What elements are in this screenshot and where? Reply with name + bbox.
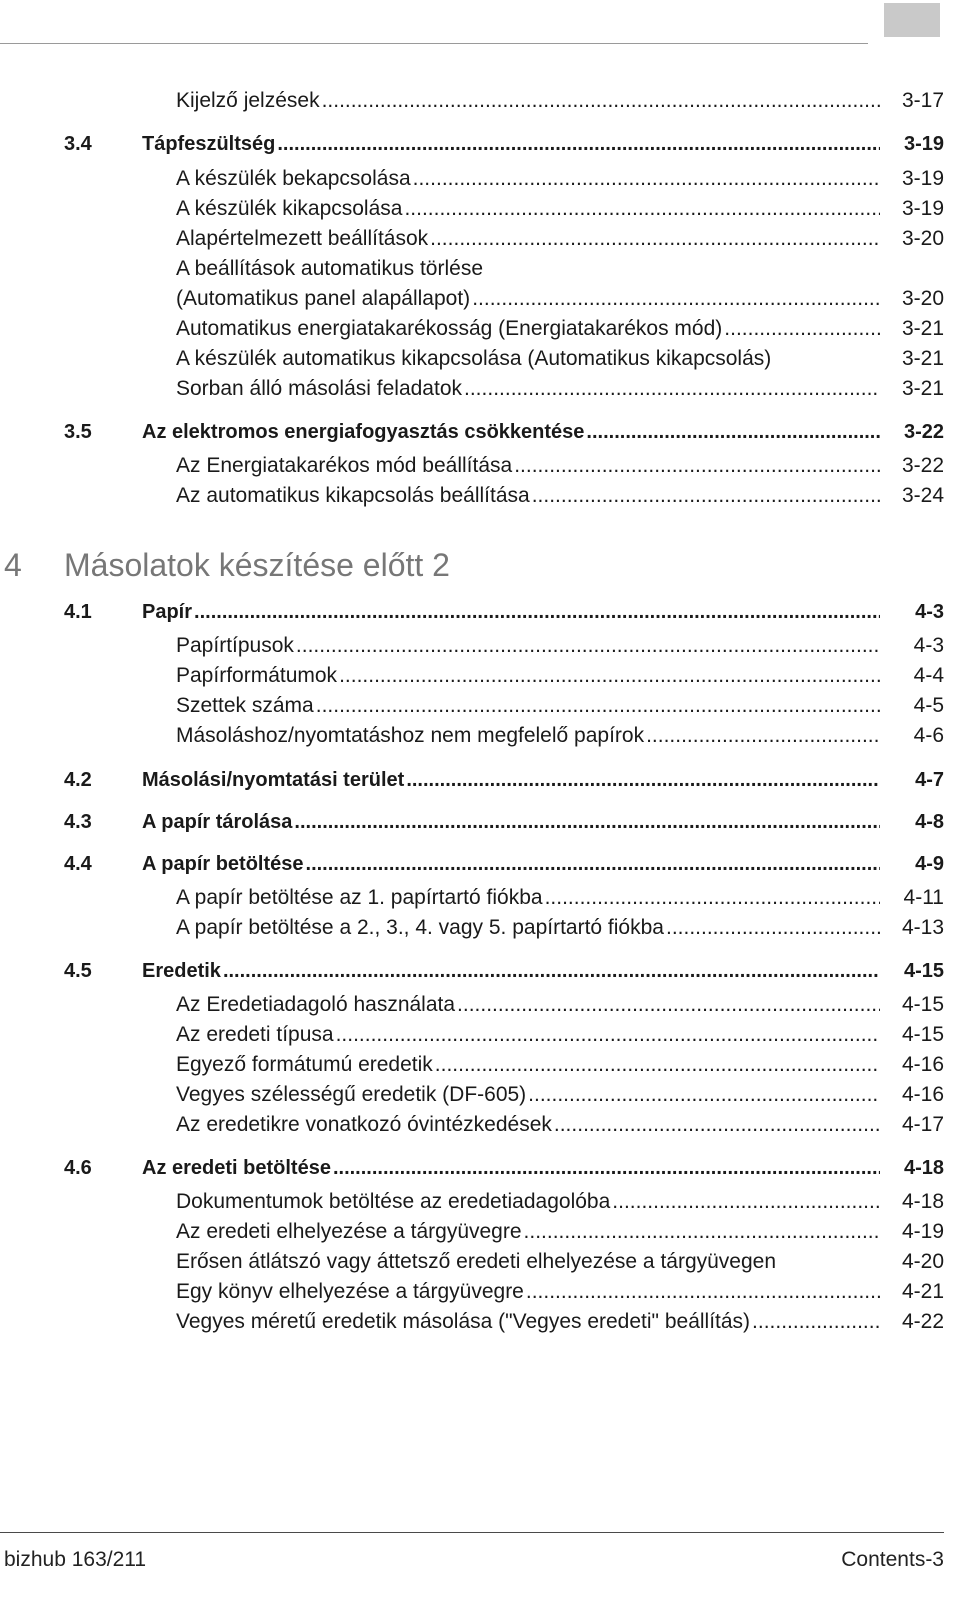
section-page: 3-22 xyxy=(903,421,944,443)
toc-entry[interactable] xyxy=(0,721,944,751)
toc-section[interactable] xyxy=(0,807,944,837)
toc-entry-page: 3-19 xyxy=(901,197,944,220)
toc-entry-title: Alapértelmezett beállítások xyxy=(176,227,429,250)
dot-leader xyxy=(337,661,880,691)
section-page: 4-15 xyxy=(903,960,944,982)
toc-entry-title: A készülék bekapcsolása xyxy=(176,167,411,190)
toc-entry-page: 4-15 xyxy=(901,993,944,1016)
section-number: 4.1 xyxy=(64,601,92,623)
toc-entry-title: A készülék kikapcsolása xyxy=(176,197,403,220)
section-number: 3.4 xyxy=(64,133,92,155)
dot-leader xyxy=(522,1217,880,1247)
section-number: 4.5 xyxy=(64,960,92,982)
section-title: Másolási/nyomtatási terület xyxy=(142,769,405,791)
section-number: 4.2 xyxy=(64,769,92,791)
toc-entry[interactable] xyxy=(0,1277,944,1307)
toc-entry-page: 4-18 xyxy=(901,1190,944,1213)
section-title: Az eredeti betöltése xyxy=(142,1157,331,1179)
toc-entry-title: Sorban álló másolási feladatok xyxy=(176,377,463,400)
toc-entry-page: 4-21 xyxy=(901,1280,944,1303)
toc-entry-title: Az eredeti típusa xyxy=(176,1023,334,1046)
toc-entry-page: 4-6 xyxy=(913,724,944,747)
toc-entry[interactable] xyxy=(0,883,944,913)
toc-section[interactable] xyxy=(0,765,944,795)
toc-entry-title: A beállítások automatikus törlése xyxy=(176,257,484,280)
dot-leader xyxy=(455,990,880,1020)
toc-entry[interactable] xyxy=(0,314,944,344)
toc-entry[interactable] xyxy=(0,1307,944,1337)
toc-entry-page: 4-19 xyxy=(901,1220,944,1243)
toc-entry-page: 4-22 xyxy=(901,1310,944,1333)
toc-entry[interactable] xyxy=(0,374,944,404)
toc-entry-page: 3-21 xyxy=(901,377,944,400)
toc-entry-title: Dokumentumok betöltése az eredetiadagolóba xyxy=(176,1190,611,1213)
toc-entry-title: A papír betöltése az 1. papírtartó fiókba xyxy=(176,886,543,909)
section-title: Tápfeszültség xyxy=(142,133,276,155)
toc-section[interactable] xyxy=(0,129,944,159)
toc-entry-title: Automatikus energiatakarékosság (Energiatakarékos mód) xyxy=(176,317,723,340)
dot-leader xyxy=(331,1153,880,1183)
dot-leader xyxy=(320,86,880,116)
header-rule xyxy=(0,43,868,44)
toc-entry-page: 3-21 xyxy=(901,347,944,370)
dot-leader xyxy=(750,1307,880,1337)
dot-leader xyxy=(334,1020,880,1050)
toc-entry-page: 3-20 xyxy=(901,227,944,250)
footer-product-name: bizhub 163/211 xyxy=(4,1548,147,1571)
toc-entry[interactable] xyxy=(0,194,944,224)
toc-entry-title: Az Eredetiadagoló használata xyxy=(176,993,456,1016)
toc-entry[interactable] xyxy=(0,224,944,254)
toc-entry-title: Erősen átlátszó vagy áttetsző eredeti elhelyezése a tárgyüvegen xyxy=(176,1250,777,1273)
section-title: A papír tárolása xyxy=(142,811,293,833)
section-page: 3-19 xyxy=(903,133,944,155)
toc-entry-page: 3-17 xyxy=(901,89,944,112)
dot-leader xyxy=(433,1050,880,1080)
dot-leader xyxy=(275,129,880,159)
dot-leader xyxy=(404,765,880,795)
toc-entry-page: 3-19 xyxy=(901,167,944,190)
toc-entry-page: 4-11 xyxy=(903,886,944,909)
section-page: 4-3 xyxy=(915,601,944,623)
toc-entry-page: 4-16 xyxy=(901,1083,944,1106)
section-number: 3.5 xyxy=(64,421,92,443)
dot-leader xyxy=(304,849,880,879)
dot-leader xyxy=(411,164,880,194)
dot-leader xyxy=(610,1187,880,1217)
toc-entry-page: 3-24 xyxy=(901,484,944,507)
chapter-number: 4 xyxy=(4,547,22,583)
toc-entry[interactable] xyxy=(0,164,944,194)
toc-entry-page: 3-22 xyxy=(901,454,944,477)
toc-entry-page: 4-17 xyxy=(901,1113,944,1136)
dot-leader xyxy=(526,1080,880,1110)
section-number: 4.3 xyxy=(64,811,92,833)
toc-entry-page: 4-3 xyxy=(913,634,944,657)
toc-entry-page: 4-4 xyxy=(913,664,944,687)
toc-entry[interactable] xyxy=(0,284,944,314)
section-page: 4-7 xyxy=(915,769,944,791)
dot-leader xyxy=(512,451,880,481)
toc-entry-title: Papírformátumok xyxy=(176,664,338,687)
dot-leader xyxy=(292,807,880,837)
section-title: A papír betöltése xyxy=(142,853,304,875)
section-title: Az elektromos energiafogyasztás csökkentése xyxy=(142,421,585,443)
toc-section[interactable] xyxy=(0,956,944,986)
dot-leader xyxy=(552,1110,880,1140)
toc-entry-page: 4-13 xyxy=(901,916,944,939)
section-page: 4-9 xyxy=(915,853,944,875)
footer-rule xyxy=(0,1532,944,1533)
toc-entry[interactable] xyxy=(0,344,944,374)
toc-entry[interactable] xyxy=(0,451,944,481)
toc-entry[interactable] xyxy=(0,913,944,943)
dot-leader xyxy=(530,481,880,511)
toc-entry-page: 3-21 xyxy=(901,317,944,340)
toc-entry-title: Egyező formátumú eredetik xyxy=(176,1053,433,1076)
toc-entry[interactable] xyxy=(0,1020,944,1050)
section-title: Papír xyxy=(142,601,193,623)
toc-entry[interactable] xyxy=(0,1247,944,1277)
toc-entry-title: (Automatikus panel alapállapot) xyxy=(176,287,471,310)
toc-entry-title: A készülék automatikus kikapcsolása (Automatikus kikapcsolás) xyxy=(176,347,772,370)
toc-entry-page: 4-16 xyxy=(901,1053,944,1076)
dot-leader xyxy=(294,631,880,661)
toc-entry-title: Az automatikus kikapcsolás beállítása xyxy=(176,484,530,507)
section-page: 4-8 xyxy=(915,811,944,833)
toc-entry-title: Az Energiatakarékos mód beállítása xyxy=(176,454,513,477)
toc-entry-title: Kijelző jelzések xyxy=(176,89,320,112)
page-corner-tab xyxy=(884,3,940,37)
dot-leader xyxy=(428,224,880,254)
toc-entry[interactable] xyxy=(0,1050,944,1080)
toc-entry-title: Az eredetikre vonatkozó óvintézkedések xyxy=(176,1113,552,1136)
section-number: 4.6 xyxy=(64,1157,92,1179)
dot-leader xyxy=(664,913,880,943)
section-title: Eredetik xyxy=(142,960,221,982)
dot-leader xyxy=(722,314,880,344)
dot-leader xyxy=(221,956,880,986)
toc-entry-page: 3-20 xyxy=(901,287,944,310)
toc-entry[interactable] xyxy=(0,1110,944,1140)
toc-entry-page: 4-20 xyxy=(901,1250,944,1273)
toc-section[interactable] xyxy=(0,417,944,447)
toc-entry-title: Egy könyv elhelyezése a tárgyüvegre xyxy=(176,1280,524,1303)
dot-leader xyxy=(524,1277,880,1307)
dot-leader xyxy=(462,374,880,404)
chapter-title: Másolatok készítése előtt 2 xyxy=(64,547,450,583)
toc-entry-page: 4-15 xyxy=(901,1023,944,1046)
dot-leader xyxy=(584,417,880,447)
toc-entry[interactable] xyxy=(0,691,944,721)
toc-entry[interactable] xyxy=(0,631,944,661)
toc-entry[interactable] xyxy=(0,254,944,284)
toc-entry-title: Másoláshoz/nyomtatáshoz nem megfelelő papírok xyxy=(176,724,645,747)
toc-entry[interactable] xyxy=(0,1217,944,1247)
toc-entry[interactable] xyxy=(0,990,944,1020)
dot-leader xyxy=(644,721,880,751)
toc-entry-page: 4-5 xyxy=(913,694,944,717)
dot-leader xyxy=(314,691,880,721)
dot-leader xyxy=(192,597,880,627)
toc-entry[interactable] xyxy=(0,481,944,511)
toc-entry-title: Vegyes szélességű eredetik (DF-605) xyxy=(176,1083,527,1106)
section-number: 4.4 xyxy=(64,853,92,875)
toc-entry-title: Az eredeti elhelyezése a tárgyüvegre xyxy=(176,1220,522,1243)
toc-entry-page xyxy=(880,254,944,284)
footer-page-number: Contents-3 xyxy=(841,1548,944,1571)
toc-section[interactable] xyxy=(0,849,944,879)
dot-leader xyxy=(543,883,880,913)
toc-entry-title: Vegyes méretű eredetik másolása ("Vegyes eredeti" beállítás) xyxy=(176,1310,751,1333)
toc-entry-title: A papír betöltése a 2., 3., 4. vagy 5. papírtartó fiókba xyxy=(176,916,664,939)
toc-entry[interactable] xyxy=(0,661,944,691)
toc-entry[interactable] xyxy=(0,1080,944,1110)
toc-entry-title: Papírtípusok xyxy=(176,634,294,657)
section-page: 4-18 xyxy=(903,1157,944,1179)
dot-leader xyxy=(402,194,880,224)
toc-entry[interactable] xyxy=(0,86,944,116)
toc-section[interactable] xyxy=(0,1153,944,1183)
dot-leader xyxy=(470,284,880,314)
toc-entry-title: Szettek száma xyxy=(176,694,314,717)
toc-entry[interactable] xyxy=(0,1187,944,1217)
toc-section[interactable] xyxy=(0,597,944,627)
